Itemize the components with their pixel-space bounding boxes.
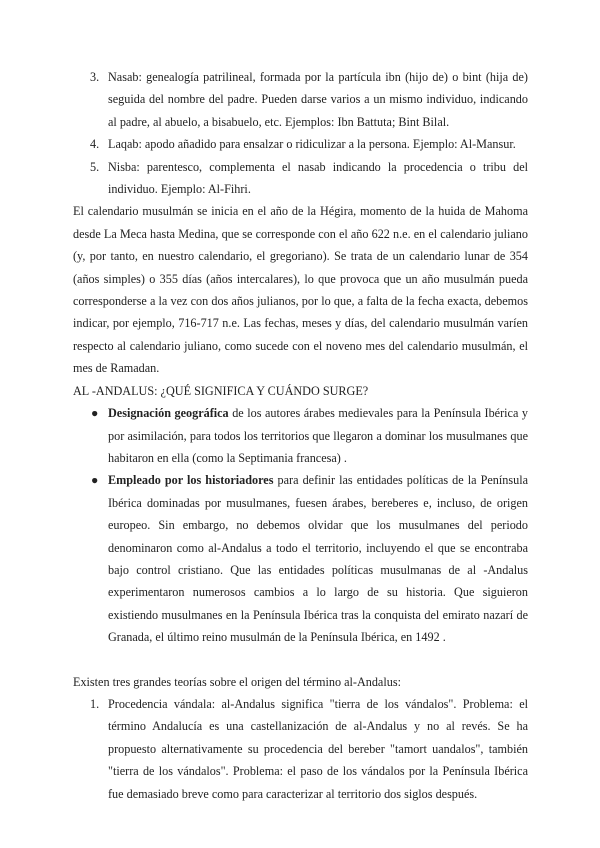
calendar-paragraph: El calendario musulmán se inicia en el año de la Hégira, momento de la huida de Mahoma desde La Meca hasta Medina, que se corresponde con el año 622 n.e. en el calendario juliano (y, por tanto, en nuestro calendario, el gregoriano). Se trata de un calendario lunar de 354 (años simples) o 355 días (años intercalares), lo que provoca que un año musulmán pueda corresponderse a la vez con dos años julianos, por lo que, a falta de la fecha exacta, debemos indicar, por ejemplo, 716-717 n.e. Las fechas, meses y días, del calendario musulmán varíen respecto al calendario juliano, como sucede con el noveno mes del calendario musulmán, el mes de Ramadan. [73,204,528,376]
document-body [73,66,528,805]
bullet-historians-usage [73,469,528,648]
bullet-bold-term: Empleado por los historiadores [108,473,274,488]
list-text: Laqab: apodo añadido para ensalzar o ridiculizar a la persona. Ejemplo: Al-Mansur. [108,137,516,152]
list-number: 1. [90,696,100,711]
list-number: 3. [90,70,100,84]
bullet-geographic-designation [73,402,528,469]
list-text: Nasab: genealogía patrilineal, formada por la partícula ibn (hijo de) o bint (hija de) seguida del nombre del padre. Pueden darse varios a un mismo individuo, indicando al padre, al abuelo, a bisabuelo, etc. Ejemplos: Ibn Battuta; Bint Bilal. [108,70,528,129]
list-number: 4. [90,137,100,152]
list-text: Procedencia vándala: al-Andalus significa "tierra de los vándalos". Problema: el término Andalucía es una castellanización de al-Andalus y no al revés. Se ha propuesto alternativamente su procedencia del bereber "tamort uandalos", también "tierra de los vándalos". Problema: el paso de los vándalos por la Península Ibérica fue demasiado breve como para caracterizar al territorio dos siglos después. [108,696,528,801]
list-item-nasab [73,66,528,133]
bullet-bold-term: Designación geográfica [108,406,229,421]
section-heading: AL -ANDALUS: ¿QUÉ SIGNIFICA Y CUÁNDO SURGE? [73,383,369,398]
list-number: 5. [90,159,100,174]
list-item-nisba [73,156,528,201]
bullet-marker: ● [91,406,99,421]
theories-intro: Existen tres grandes teorías sobre el origen del término al-Andalus: [73,674,401,689]
list-item-laqab [73,133,528,155]
bullet-text: para definir las entidades políticas de la Península Ibérica dominadas por musulmanes, fuesen árabes, bereberes e, incluso, de origen europeo. Sin embargo, no debemos olvidar que los musulmanes del periodo denominaron como al-Andalus a todo el territorio, incluyendo el que se encontraba bajo control cristiano. Que las entidades políticas musulmanas de al -Andalus experimentaron numerosos cambios a lo largo de su historia. Que siguieron existiendo musulmanes en la Península Ibérica tras la conquista del emirato nazarí de Granada, el último reino musulmán de la Península Ibérica, en 1492 . [108,473,528,645]
theory-item-vandal [73,693,528,805]
bullet-text: de los autores árabes medievales para la Península Ibérica y por asimilación, para todos los territorios que llegaron a dominar los musulmanes que habitaron en ella (como la Septimania francesa) . [108,406,528,465]
bullet-marker: ● [91,473,99,488]
paragraph-spacer [73,649,528,671]
list-text: Nisba: parentesco, complementa el nasab indicando la procedencia o tribu del individuo. Ejemplo: Al-Fihri. [108,159,528,197]
